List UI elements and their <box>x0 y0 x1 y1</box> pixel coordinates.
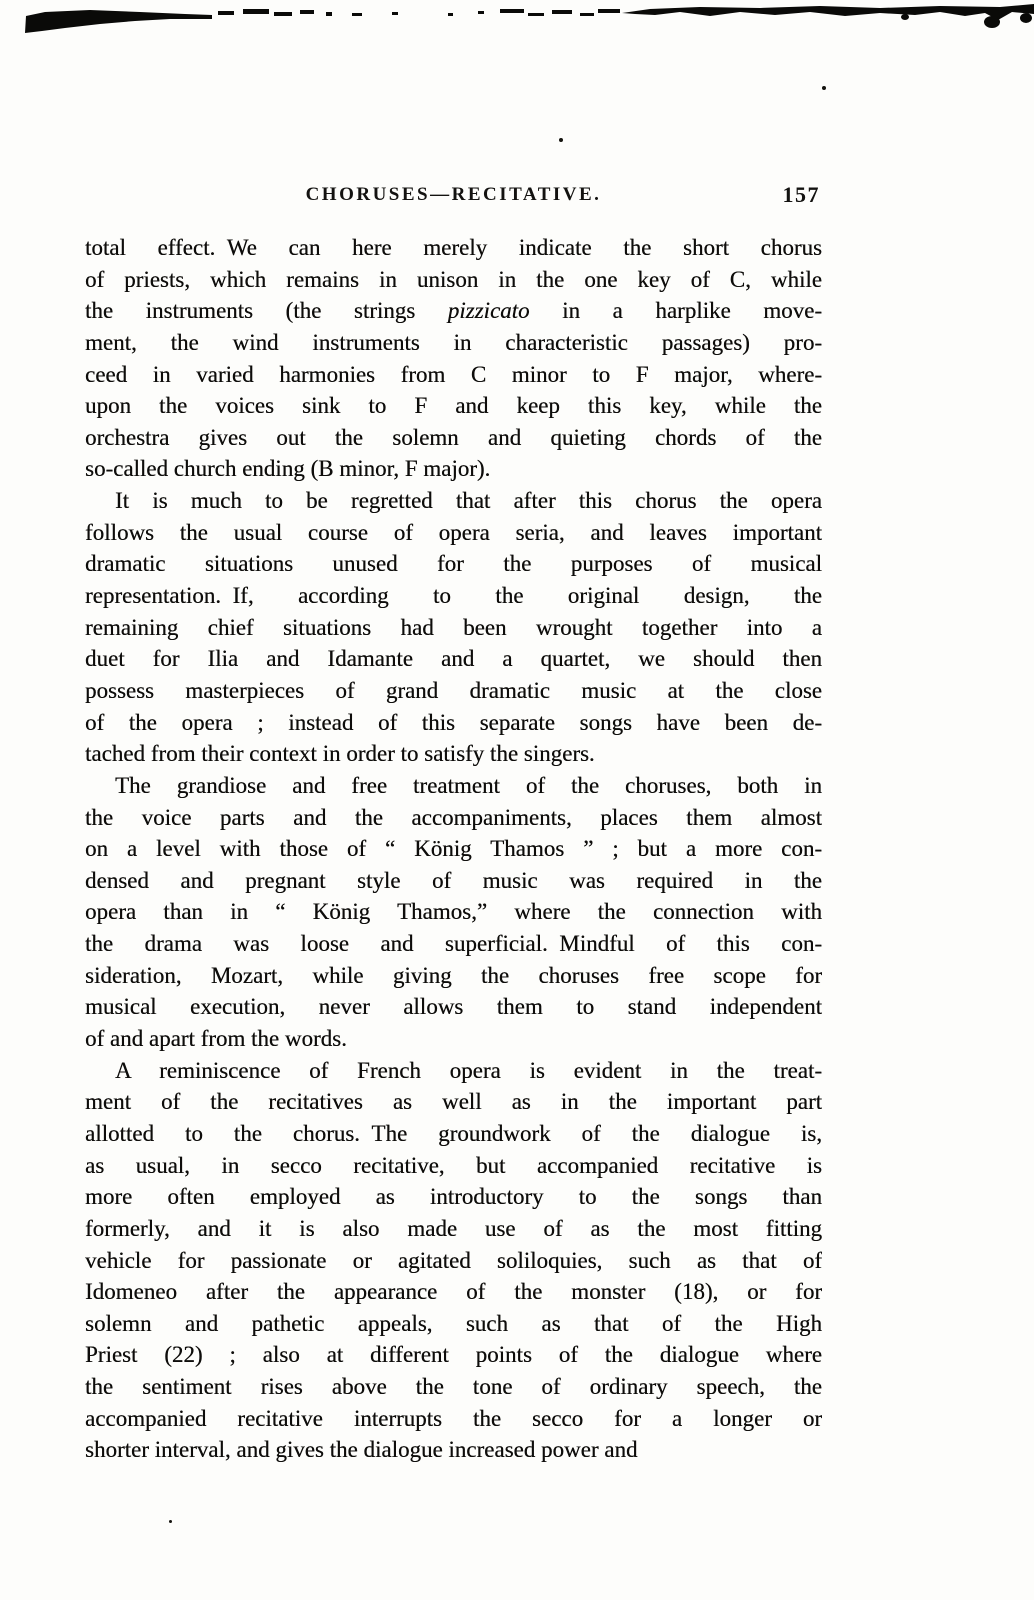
scan-artifact-top <box>0 0 1034 45</box>
text-line: follows the usual course of opera seria, and leaves important <box>85 519 822 545</box>
text-segment: the instruments (the strings <box>85 298 448 324</box>
page-title: CHORUSES—RECITATIVE. <box>305 184 602 205</box>
text-line: formerly, and it is also made use of as the most fitting <box>85 1215 822 1241</box>
paragraph <box>85 1055 822 1466</box>
text-line: Priest (22) ; also at different points of the dialogue where <box>85 1342 822 1368</box>
text-line: opera than in “ König Thamos,” where the connection with <box>85 899 822 925</box>
paragraph <box>85 485 822 770</box>
text-line: on a level with those of “ König Thamos ” ; but a more con- <box>85 836 822 862</box>
text-line: densed and pregnant style of music was required in the <box>85 867 822 893</box>
text-line: The grandiose and free treatment of the choruses, both in <box>115 772 822 798</box>
text-line: allotted to the chorus. The groundwork of the dialogue is, <box>85 1120 822 1146</box>
text-line: the voice parts and the accompaniments, places them almost <box>85 804 822 830</box>
text-line: so-called church ending (B minor, F major). <box>85 456 491 482</box>
text-line: ceed in varied harmonies from C minor to F major, where- <box>85 361 822 387</box>
text-line: accompanied recitative interrupts the secco for a longer or <box>85 1405 822 1431</box>
text-line: total effect. We can here merely indicate the short chorus <box>85 235 822 260</box>
paragraph <box>85 770 822 1055</box>
text-line: ment of the recitatives as well as in the important part <box>85 1089 822 1115</box>
text-line: more often employed as introductory to the songs than <box>85 1184 822 1210</box>
text-line: shorter interval, and gives the dialogue increased power and <box>85 1437 638 1463</box>
text-line: dramatic situations unused for the purposes of musical <box>85 551 822 577</box>
scan-speck <box>559 138 563 142</box>
text-line: the sentiment rises above the tone of ordinary speech, the <box>85 1374 822 1400</box>
text-line: orchestra gives out the solemn and quieting chords of the <box>85 424 822 450</box>
page-number: 157 <box>782 182 820 207</box>
italic-text: pizzicato <box>447 298 530 324</box>
text-line <box>85 295 822 327</box>
text-line: solemn and pathetic appeals, such as that of the High <box>85 1310 822 1336</box>
text-line: musical execution, never allows them to stand independent <box>85 994 822 1020</box>
text-line: of and apart from the words. <box>85 1026 347 1052</box>
text-line: of priests, which remains in unison in the one key of C, while <box>85 266 822 292</box>
text-line: duet for Ilia and Idamante and a quartet, we should then <box>85 646 822 672</box>
text-line: tached from their context in order to satisfy the singers. <box>85 741 595 767</box>
text-segment: in a harplike move- <box>529 298 822 324</box>
text-line: A reminiscence of French opera is evident in the treat- <box>115 1057 822 1083</box>
text-line: possess masterpieces of grand dramatic music at the close <box>85 677 822 703</box>
running-header <box>85 184 822 212</box>
scan-speck <box>169 1520 172 1523</box>
text-line: Idomeneo after the appearance of the monster (18), or for <box>85 1279 822 1305</box>
scan-speck <box>822 86 826 90</box>
text-line: as usual, in secco recitative, but accompanied recitative is <box>85 1152 822 1178</box>
text-line: It is much to be regretted that after this chorus the opera <box>115 488 822 514</box>
text-line: upon the voices sink to F and keep this key, while the <box>85 393 822 419</box>
text-line: sideration, Mozart, while giving the choruses free scope for <box>85 962 822 988</box>
text-line: representation. If, according to the original design, the <box>85 583 822 609</box>
text-line: vehicle for passionate or agitated soliloquies, such as that of <box>85 1247 822 1273</box>
text-line: of the opera ; instead of this separate songs have been de- <box>85 709 822 735</box>
paragraph <box>85 232 822 485</box>
text-line: remaining chief situations had been wrought together into a <box>85 614 822 640</box>
text-line: the drama was loose and superficial. Mindful of this con- <box>85 931 822 957</box>
text-block <box>85 232 822 1466</box>
text-line: ment, the wind instruments in characteristic passages) pro- <box>85 329 822 355</box>
